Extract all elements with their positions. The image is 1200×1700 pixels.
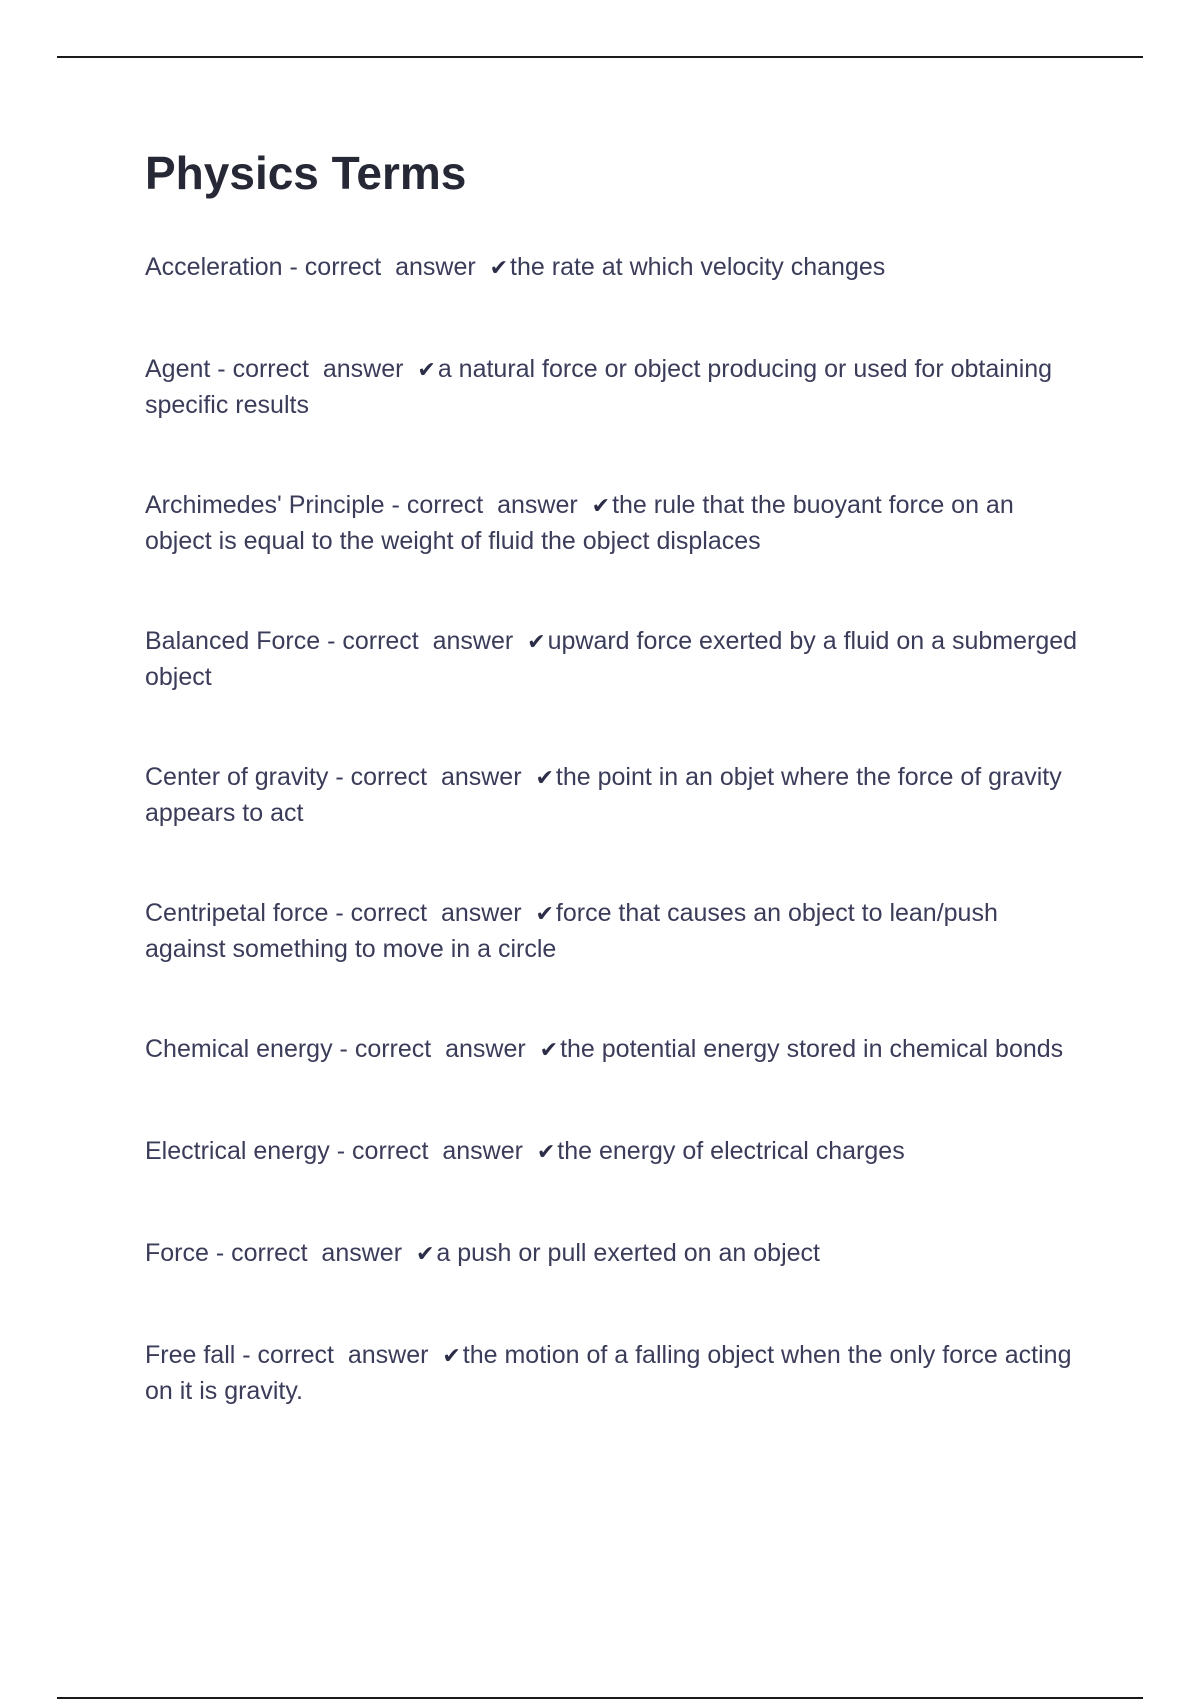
term-definition: the potential energy stored in chemical bonds xyxy=(560,1035,1064,1063)
term-entry xyxy=(145,624,1085,694)
check-mark-icon: ✔ xyxy=(535,902,554,927)
answer-label: - correct answer xyxy=(336,1137,523,1165)
term-definition: the point in an objet where the force of gravity appears to act xyxy=(145,763,1062,827)
answer-label: - correct answer xyxy=(339,1035,526,1063)
document-title: Physics Terms xyxy=(145,147,467,199)
check-mark-icon: ✔ xyxy=(442,1344,461,1369)
page-bottom-rule xyxy=(57,1697,1143,1699)
term-name: Chemical energy xyxy=(145,1035,333,1063)
term-entry xyxy=(145,1338,1085,1408)
check-mark-icon: ✔ xyxy=(539,1038,559,1063)
check-mark-icon: ✔ xyxy=(536,1140,556,1165)
term-entry xyxy=(145,760,1085,830)
answer-label: - correct answer xyxy=(217,355,404,383)
term-definition: a natural force or object producing or used for obtaining specific results xyxy=(145,355,1053,419)
check-mark-icon: ✔ xyxy=(535,766,554,791)
term-name: Free fall xyxy=(145,1341,236,1369)
term-definition: the motion of a falling object when the only force acting on it is gravity. xyxy=(145,1341,1072,1405)
check-mark-icon: ✔ xyxy=(489,256,509,281)
term-list xyxy=(145,250,1085,1408)
term-entry xyxy=(145,352,1085,422)
term-entry xyxy=(145,1134,1085,1170)
answer-label: - correct answer xyxy=(327,627,514,655)
term-name: Electrical energy xyxy=(145,1137,330,1165)
check-mark-icon: ✔ xyxy=(591,494,611,519)
check-mark-icon: ✔ xyxy=(527,630,546,655)
answer-label: - correct answer xyxy=(215,1239,403,1267)
term-definition: the rate at which velocity changes xyxy=(510,253,886,281)
answer-label: - correct answer xyxy=(242,1341,429,1369)
term-entry xyxy=(145,896,1085,966)
term-entry xyxy=(145,1236,1085,1272)
term-entry xyxy=(145,488,1085,558)
answer-label: - correct answer xyxy=(335,899,522,927)
answer-label: - correct answer xyxy=(289,253,476,281)
term-definition: force that causes an object to lean/push against something to move in a circle xyxy=(145,899,998,963)
answer-label: - correct answer xyxy=(335,763,522,791)
term-name: Balanced Force xyxy=(145,627,321,655)
term-name: Force xyxy=(145,1239,209,1267)
page-top-rule xyxy=(57,56,1143,58)
check-mark-icon: ✔ xyxy=(415,1242,435,1267)
term-name: Center of gravity xyxy=(145,763,329,791)
document-body xyxy=(145,142,1085,1428)
term-entry xyxy=(145,1032,1085,1068)
term-name: Archimedes' Principle xyxy=(145,491,385,519)
answer-label: - correct answer xyxy=(391,491,578,519)
check-mark-icon: ✔ xyxy=(417,358,436,383)
term-definition: upward force exerted by a fluid on a submerged object xyxy=(145,627,1078,691)
term-entry xyxy=(145,250,1085,286)
term-name: Acceleration xyxy=(145,253,283,281)
term-definition: the energy of electrical charges xyxy=(557,1137,905,1165)
term-name: Centripetal force xyxy=(145,899,329,927)
term-definition: the rule that the buoyant force on an object is equal to the weight of fluid the object displaces xyxy=(145,491,1014,555)
term-name: Agent xyxy=(145,355,211,383)
term-definition: a push or pull exerted on an object xyxy=(436,1239,820,1267)
